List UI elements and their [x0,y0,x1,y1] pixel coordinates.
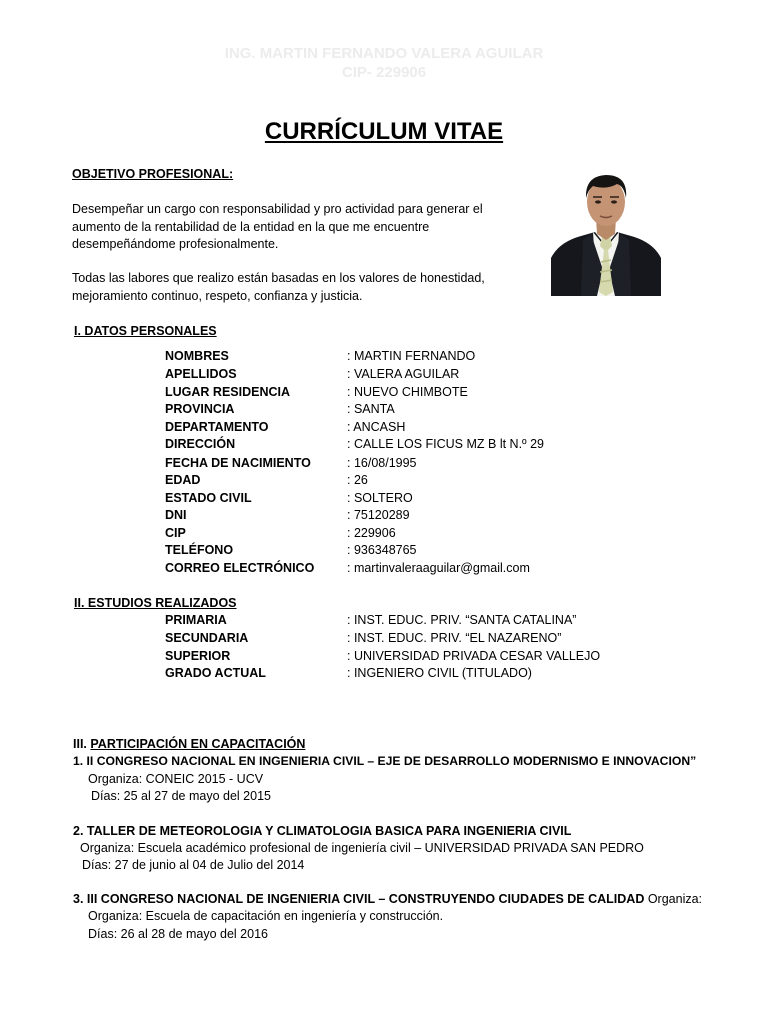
personal-label: NOMBRES [165,349,229,363]
training-heading-number: III. [73,737,87,751]
personal-label: CIP [165,526,186,540]
personal-label: DEPARTAMENTO [165,420,269,434]
training-item-3-title [73,892,702,906]
studies-value: : INST. EDUC. PRIV. “SANTA CATALINA” [347,613,577,627]
training-item-1-days: Días: 25 al 27 de mayo del 2015 [91,789,271,803]
person-portrait-icon [551,166,661,296]
watermark-name: ING. MARTIN FERNANDO VALERA AGUILAR [224,45,544,62]
personal-value: : CALLE LOS FICUS MZ B lt N.º 29 [347,437,544,451]
training-heading-text: PARTICIPACIÓN EN CAPACITACIÓN [90,737,306,751]
personal-value: : 26 [347,473,368,487]
training-item-title-text: 3. III CONGRESO NACIONAL DE INGENIERIA CIVIL – CONSTRUYENDO CIUDADES DE CALIDAD [73,892,645,906]
studies-label: PRIMARIA [165,613,227,627]
studies-value: : INST. EDUC. PRIV. “EL NAZARENO” [347,631,562,645]
personal-value: : SOLTERO [347,491,413,505]
training-item-trail-text: Organiza: [644,892,703,906]
studies-label: GRADO ACTUAL [165,666,266,680]
objective-paragraph-2 [72,270,485,305]
personal-value: : ANCASH [347,420,406,434]
objective-p1-line: desempeñándome profesionalmente. [72,237,279,251]
personal-label: PROVINCIA [165,402,235,416]
training-item-2-days: Días: 27 de junio al 04 de Julio del 2014 [82,858,305,872]
personal-label: DIRECCIÓN [165,437,236,451]
personal-value: : martinvaleraaguilar@gmail.com [347,561,530,575]
training-item-2-title [73,824,571,838]
training-item-3-days: Días: 26 al 28 de mayo del 2016 [88,927,268,941]
training-item-1-title [73,754,696,768]
personal-value: : SANTA [347,402,395,416]
training-item-2-org: Organiza: Escuela académico profesional de ingeniería civil – UNIVERSIDAD PRIVADA SAN PEDRO [80,841,644,855]
training-item-title-text: 2. TALLER DE METEOROLOGIA Y CLIMATOLOGIA BASICA PARA INGENIERIA CIVIL [73,824,572,838]
personal-label: LUGAR RESIDENCIA [165,385,291,399]
personal-label: EDAD [165,473,201,487]
personal-label: CORREO ELECTRÓNICO [165,561,315,575]
profile-photo [551,166,661,296]
personal-label: DNI [165,508,187,522]
objective-heading: OBJETIVO PROFESIONAL: [72,167,234,181]
objective-paragraph-1 [72,201,483,254]
personal-value: : NUEVO CHIMBOTE [347,385,468,399]
personal-value: : 75120289 [347,508,410,522]
personal-value: : 936348765 [347,543,417,557]
personal-label: ESTADO CIVIL [165,491,252,505]
studies-value: : UNIVERSIDAD PRIVADA CESAR VALLEJO [347,649,601,663]
document-title: CURRÍCULUM VITAE [264,118,504,145]
objective-p2-line: Todas las labores que realizo están basadas en los valores de honestidad, [72,271,485,285]
training-item-3-org: Organiza: Escuela de capacitación en ingeniería y construcción. [88,909,444,923]
personal-heading: I. DATOS PERSONALES [74,324,217,338]
studies-heading: II. ESTUDIOS REALIZADOS [74,596,237,610]
personal-label: APELLIDOS [165,367,237,381]
studies-label: SECUNDARIA [165,631,249,645]
objective-p1-line: Desempeñar un cargo con responsabilidad y pro actividad para generar el [72,202,483,216]
training-item-title-text: 1. II CONGRESO NACIONAL EN INGENIERIA CIVIL – EJE DE DESARROLLO MODERNISMO E INNOVACION” [73,754,697,768]
personal-value: : 229906 [347,526,396,540]
training-heading [73,737,305,751]
training-item-1-org: Organiza: CONEIC 2015 - UCV [88,772,264,786]
personal-label: FECHA DE NACIMIENTO [165,456,311,470]
personal-value: : 16/08/1995 [347,456,417,470]
studies-value: : INGENIERO CIVIL (TITULADO) [347,666,532,680]
studies-label: SUPERIOR [165,649,231,663]
watermark-cip: CIP- 229906 [341,64,427,81]
personal-value: : MARTIN FERNANDO [347,349,476,363]
personal-value: : VALERA AGUILAR [347,367,460,381]
objective-p2-line: mejoramiento continuo, respeto, confianza y justicia. [72,288,363,303]
objective-p1-line: aumento de la rentabilidad de la entidad en la que me encuentre [72,219,430,234]
personal-label: TELÉFONO [165,543,234,557]
